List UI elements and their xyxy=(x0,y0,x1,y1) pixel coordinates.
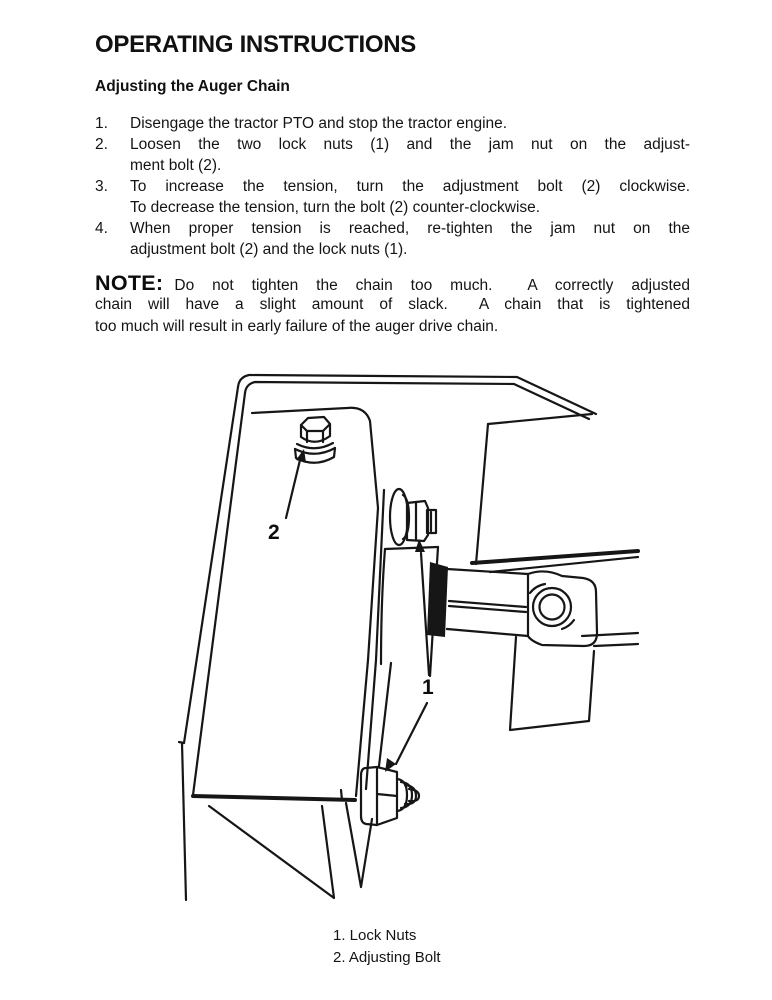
bearing-yoke-drawing xyxy=(447,569,638,730)
step-text: Disengage the tractor PTO and stop the tractor engine. xyxy=(130,115,508,132)
note-line: NOTE: Do not tighten the chain too much. A correctly adjusted xyxy=(95,271,690,295)
step-number: 2. xyxy=(95,136,108,153)
instruction-step-4 xyxy=(95,218,690,260)
step-number: 3. xyxy=(95,178,108,195)
note-line: too much will result in early failure of the auger drive chain. xyxy=(95,318,499,335)
lower-lock-nut-drawing xyxy=(361,767,419,825)
step-text: When proper tension is reached, re-tighten the jam nut on the adjustment bolt (2) and the lock nuts (1). xyxy=(130,220,690,258)
instruction-step-1 xyxy=(95,113,690,134)
step-number: 4. xyxy=(95,220,108,237)
caption-lock-nuts: 1. Lock Nuts xyxy=(333,927,417,944)
cover-panel-outline xyxy=(472,414,638,572)
adjustment-plate xyxy=(381,547,448,676)
callout-label-adjusting-bolt: 2 xyxy=(268,521,280,544)
auger-chain-diagram xyxy=(150,360,650,920)
instruction-step-3 xyxy=(95,176,690,218)
section-subtitle: Adjusting the Auger Chain xyxy=(95,78,290,95)
caption-adjusting-bolt: 2. Adjusting Bolt xyxy=(333,949,441,966)
page-title: OPERATING INSTRUCTIONS xyxy=(95,31,416,58)
step-text: To increase the tension, turn the adjustment bolt (2) clockwise. To decrease the tension, turn the bolt (2) counter-clockwise. xyxy=(130,178,690,216)
upper-lock-nut-drawing xyxy=(390,489,436,545)
figure-caption xyxy=(333,925,441,969)
note-block xyxy=(95,272,690,338)
instruction-step-2 xyxy=(95,134,690,176)
callout-label-lock-nuts: 1 xyxy=(422,676,434,699)
instruction-list xyxy=(95,113,690,260)
note-label: NOTE: xyxy=(95,271,164,295)
step-text: Loosen the two lock nuts (1) and the jam nut on the adjust- ment bolt (2). xyxy=(130,136,690,174)
note-line: chain will have a slight amount of slack. A chain that is tightened xyxy=(95,296,690,313)
step-number: 1. xyxy=(95,115,108,132)
